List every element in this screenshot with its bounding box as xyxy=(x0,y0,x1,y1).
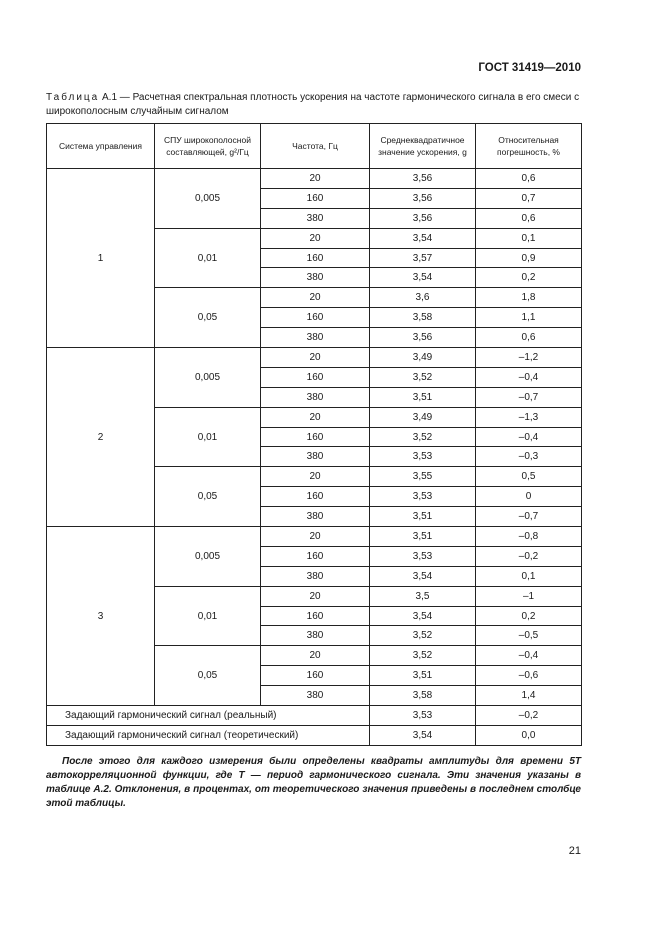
rms-cell: 3,52 xyxy=(370,427,476,447)
rms-cell: 3,55 xyxy=(370,467,476,487)
table-row xyxy=(47,348,582,368)
error-cell: –0,5 xyxy=(476,626,582,646)
frequency-cell: 20 xyxy=(261,467,370,487)
rms-cell: 3,56 xyxy=(370,208,476,228)
frequency-cell: 380 xyxy=(261,447,370,467)
rms-cell: 3,58 xyxy=(370,308,476,328)
rms-cell: 3,53 xyxy=(370,487,476,507)
error-cell: 0,6 xyxy=(476,169,582,189)
system-cell: 2 xyxy=(47,348,155,527)
frequency-cell: 380 xyxy=(261,626,370,646)
results-table xyxy=(46,123,582,746)
error-cell: 0,6 xyxy=(476,208,582,228)
rms-cell: 3,54 xyxy=(370,566,476,586)
error-cell: –1,3 xyxy=(476,407,582,427)
table-footer-row xyxy=(47,725,582,745)
error-cell: 0,5 xyxy=(476,467,582,487)
frequency-cell: 20 xyxy=(261,527,370,547)
rms-cell: 3,57 xyxy=(370,248,476,268)
rms-cell: 3,54 xyxy=(370,228,476,248)
frequency-cell: 160 xyxy=(261,606,370,626)
footer-label-cell: Задающий гармонический сигнал (теоретический) xyxy=(47,725,370,745)
error-cell: 0,1 xyxy=(476,228,582,248)
rms-cell: 3,5 xyxy=(370,586,476,606)
frequency-cell: 160 xyxy=(261,248,370,268)
spu-cell: 0,01 xyxy=(155,407,261,467)
error-cell: 0,2 xyxy=(476,268,582,288)
col-header-spu: СПУ широкополосной составляющей, g²/Гц xyxy=(155,124,261,169)
rms-cell: 3,51 xyxy=(370,507,476,527)
frequency-cell: 20 xyxy=(261,407,370,427)
frequency-cell: 20 xyxy=(261,288,370,308)
frequency-cell: 380 xyxy=(261,208,370,228)
frequency-cell: 160 xyxy=(261,666,370,686)
table-header-row xyxy=(47,124,582,169)
error-cell: –0,4 xyxy=(476,646,582,666)
error-cell: –0,7 xyxy=(476,387,582,407)
system-cell: 1 xyxy=(47,169,155,348)
col-header-rms: Среднеквадратичное значение ускорения, g xyxy=(370,124,476,169)
error-cell: –0,2 xyxy=(476,546,582,566)
footer-value-cell: 3,54 xyxy=(370,725,476,745)
error-cell: 0,2 xyxy=(476,606,582,626)
col-header-error: Относительная погрешность, % xyxy=(476,124,582,169)
error-cell: –0,7 xyxy=(476,507,582,527)
footer-label-cell: Задающий гармонический сигнал (реальный) xyxy=(47,706,370,726)
frequency-cell: 380 xyxy=(261,387,370,407)
spu-cell: 0,05 xyxy=(155,646,261,706)
spu-cell: 0,005 xyxy=(155,169,261,229)
rms-cell: 3,52 xyxy=(370,646,476,666)
spu-cell: 0,01 xyxy=(155,228,261,288)
caption-number: А.1 xyxy=(102,92,118,103)
frequency-cell: 380 xyxy=(261,686,370,706)
error-cell: 0,1 xyxy=(476,566,582,586)
rms-cell: 3,52 xyxy=(370,367,476,387)
rms-cell: 3,51 xyxy=(370,666,476,686)
error-cell: 1,4 xyxy=(476,686,582,706)
error-cell: –0,3 xyxy=(476,447,582,467)
rms-cell: 3,49 xyxy=(370,407,476,427)
rms-cell: 3,51 xyxy=(370,387,476,407)
frequency-cell: 20 xyxy=(261,646,370,666)
rms-cell: 3,53 xyxy=(370,447,476,467)
col-header-frequency: Частота, Гц xyxy=(261,124,370,169)
error-cell: 0 xyxy=(476,487,582,507)
rms-cell: 3,56 xyxy=(370,328,476,348)
error-cell: –0,6 xyxy=(476,666,582,686)
frequency-cell: 160 xyxy=(261,188,370,208)
rms-cell: 3,49 xyxy=(370,348,476,368)
frequency-cell: 20 xyxy=(261,586,370,606)
frequency-cell: 160 xyxy=(261,546,370,566)
rms-cell: 3,53 xyxy=(370,546,476,566)
error-cell: 0,7 xyxy=(476,188,582,208)
error-cell: –1 xyxy=(476,586,582,606)
spu-cell: 0,05 xyxy=(155,467,261,527)
rms-cell: 3,51 xyxy=(370,527,476,547)
table-caption xyxy=(46,91,591,119)
table-footer-row xyxy=(47,706,582,726)
spu-cell: 0,05 xyxy=(155,288,261,348)
rms-cell: 3,56 xyxy=(370,169,476,189)
col-header-system: Система управления xyxy=(47,124,155,169)
system-cell: 3 xyxy=(47,527,155,706)
frequency-cell: 20 xyxy=(261,228,370,248)
frequency-cell: 160 xyxy=(261,367,370,387)
error-cell: –0,4 xyxy=(476,427,582,447)
frequency-cell: 20 xyxy=(261,169,370,189)
document-code: ГОСТ 31419—2010 xyxy=(478,62,581,74)
frequency-cell: 380 xyxy=(261,268,370,288)
footer-error-cell: 0,0 xyxy=(476,725,582,745)
rms-cell: 3,54 xyxy=(370,606,476,626)
rms-cell: 3,6 xyxy=(370,288,476,308)
footer-value-cell: 3,53 xyxy=(370,706,476,726)
caption-label: Таблица xyxy=(46,92,100,103)
error-cell: 1,8 xyxy=(476,288,582,308)
frequency-cell: 160 xyxy=(261,308,370,328)
error-cell: –0,4 xyxy=(476,367,582,387)
frequency-cell: 380 xyxy=(261,507,370,527)
spu-cell: 0,005 xyxy=(155,527,261,587)
error-cell: –0,8 xyxy=(476,527,582,547)
spu-cell: 0,005 xyxy=(155,348,261,408)
page-number: 21 xyxy=(568,845,581,857)
rms-cell: 3,52 xyxy=(370,626,476,646)
frequency-cell: 380 xyxy=(261,566,370,586)
frequency-cell: 20 xyxy=(261,348,370,368)
rms-cell: 3,58 xyxy=(370,686,476,706)
error-cell: 0,9 xyxy=(476,248,582,268)
table-row xyxy=(47,169,582,189)
rms-cell: 3,56 xyxy=(370,188,476,208)
error-cell: –1,2 xyxy=(476,348,582,368)
table-row xyxy=(47,527,582,547)
error-cell: 0,6 xyxy=(476,328,582,348)
frequency-cell: 160 xyxy=(261,427,370,447)
note-paragraph: После этого для каждого измерения были определены квадраты амплитуды для времени 5T автокорреляционной функции, где T — период гармонического сигнала. Эти значения указаны в таблице А.2. Отклонения, в процентах, от теоретического значения приведены в последнем столбце этой таблицы. xyxy=(46,756,581,809)
rms-cell: 3,54 xyxy=(370,268,476,288)
frequency-cell: 160 xyxy=(261,487,370,507)
caption-text: — Расчетная спектральная плотность ускорения на частоте гармонического сигнала в его смеси с широкополосным случайным сигналом xyxy=(46,92,580,117)
spu-cell: 0,01 xyxy=(155,586,261,646)
frequency-cell: 380 xyxy=(261,328,370,348)
footer-error-cell: –0,2 xyxy=(476,706,582,726)
error-cell: 1,1 xyxy=(476,308,582,328)
